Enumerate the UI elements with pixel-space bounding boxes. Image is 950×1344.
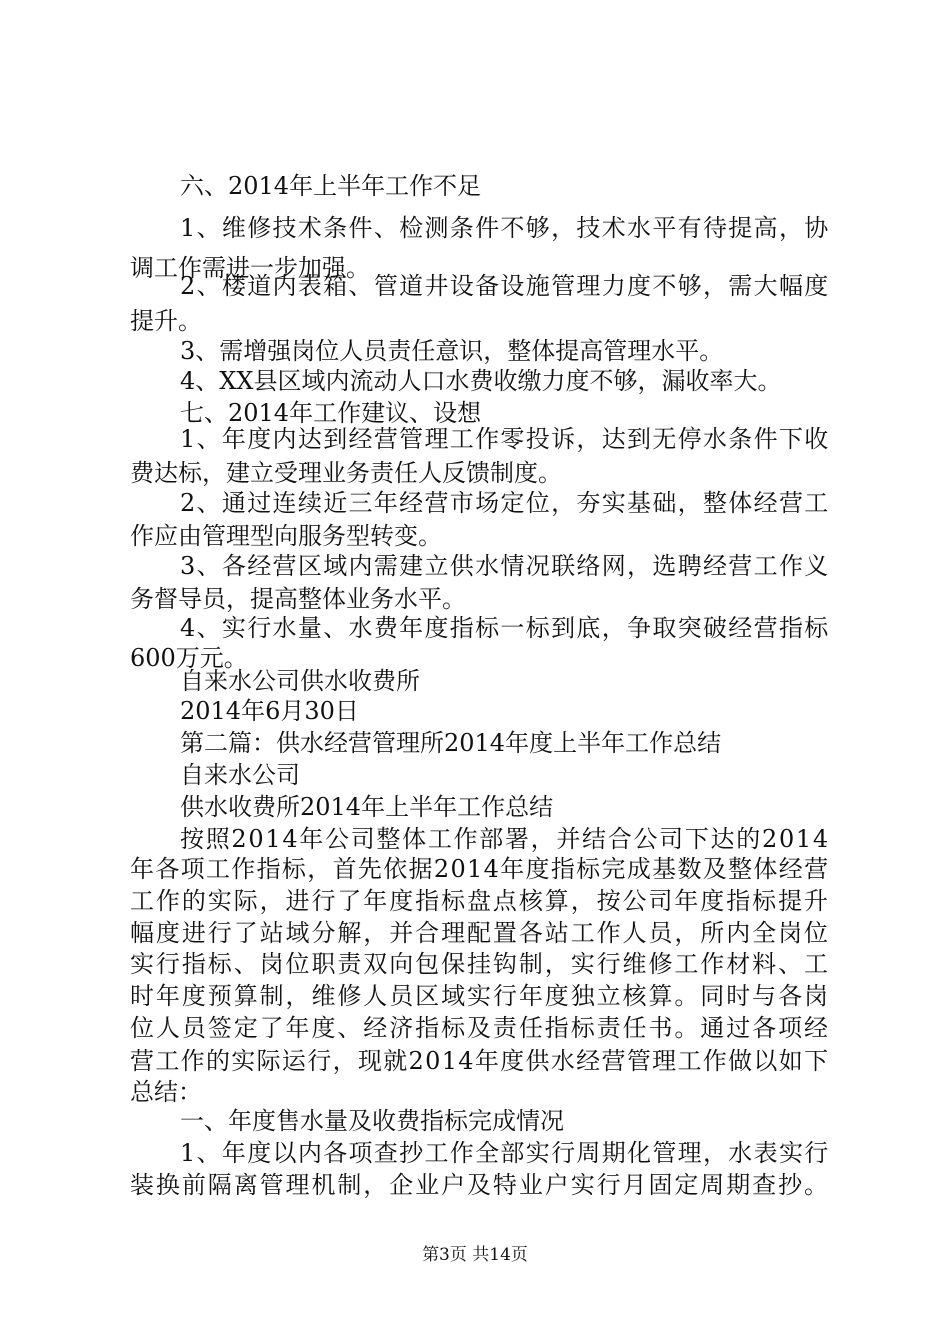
body-line: 装换前隔离管理机制，企业户及特业户实行月固定周期查抄。 xyxy=(130,1171,830,1199)
body-line: 一、年度售水量及收费指标完成情况 xyxy=(180,1107,564,1135)
body-line: 2014年6月30日 xyxy=(180,697,359,725)
body-line: 4、实行水量、水费年度指标一标到底，争取突破经营指标 xyxy=(180,614,830,642)
body-line: 2、通过连续近三年经营市场定位，夯实基础，整体经营工 xyxy=(180,489,830,517)
body-line: 1、维修技术条件、检测条件不够，技术水平有待提高，协 xyxy=(180,214,830,242)
body-line: 实行指标、岗位职责双向包保挂钩制，实行维修工作材料、工 xyxy=(130,950,830,978)
body-line: 总结： xyxy=(130,1078,202,1106)
body-line: 时年度预算制，维修人员区域实行年度独立核算。同时与各岗 xyxy=(130,982,830,1010)
body-line: 600万元。 xyxy=(130,644,248,672)
body-line: 费达标，建立受理业务责任人反馈制度。 xyxy=(130,459,562,487)
body-line: 工作的实际，进行了年度指标盘点核算，按公司年度指标提升 xyxy=(130,887,830,915)
body-line: 3、需增强岗位人员责任意识，整体提高管理水平。 xyxy=(180,337,724,365)
body-line: 按照2014年公司整体工作部署，并结合公司下达的2014 xyxy=(180,825,830,853)
body-line: 调工作需进一步加强。 xyxy=(130,254,370,282)
page-footer: 第3页 共14页 xyxy=(422,1245,528,1265)
body-line: 自来水公司供水收费所 xyxy=(180,667,420,695)
body-line: 营工作的实际运行，现就2014年度供水经营管理工作做以如下 xyxy=(130,1047,830,1075)
body-line: 2、楼道内表箱、管道井设备设施管理力度不够，需大幅度 xyxy=(180,272,830,300)
body-line: 3、各经营区域内需建立供水情况联络网，选聘经营工作义 xyxy=(180,552,830,580)
body-line: 4、XX县区域内流动人口水费收缴力度不够，漏收率大。 xyxy=(180,367,782,395)
body-line: 六、2014年上半年工作不足 xyxy=(180,172,482,200)
body-line: 年各项工作指标，首先依据2014年度指标完成基数及整体经营 xyxy=(130,855,830,883)
body-line: 供水收费所2014年上半年工作总结 xyxy=(180,793,554,821)
body-line: 第二篇：供水经营管理所2014年度上半年工作总结 xyxy=(180,729,722,757)
body-line: 务督导员，提高整体业务水平。 xyxy=(130,585,466,613)
body-line: 1、年度内达到经营管理工作零投诉，达到无停水条件下收 xyxy=(180,425,830,453)
body-line: 幅度进行了站域分解，并合理配置各站工作人员，所内全岗位 xyxy=(130,919,830,947)
body-line: 1、年度以内各项查抄工作全部实行周期化管理，水表实行 xyxy=(180,1139,830,1167)
body-line: 自来水公司 xyxy=(180,761,300,789)
body-line: 位人员签定了年度、经济指标及责任指标责任书。通过各项经 xyxy=(130,1014,830,1042)
body-line: 七、2014年工作建议、设想 xyxy=(180,399,482,427)
body-line: 提升。 xyxy=(130,307,202,335)
body-line: 作应由管理型向服务型转变。 xyxy=(130,522,442,550)
